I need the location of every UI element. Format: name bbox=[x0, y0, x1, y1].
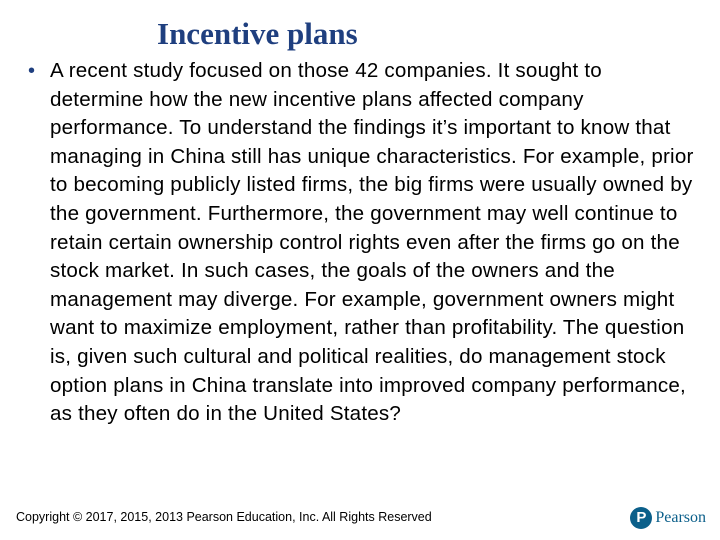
copyright-notice: Copyright © 2017, 2015, 2013 Pearson Education, Inc. All Rights Reserved bbox=[16, 510, 432, 524]
bullet-text: A recent study focused on those 42 companies. It sought to determine how the new incentive plans affected company performance. To understand the findings it’s important to know that managing in China still has unique characteristics. For example, prior to becoming publicly listed firms, the big firms were usually owned by the government. Furthermore, the government may well continue to retain certain ownership control rights even after the firms go on the stock market. In such cases, the goals of the owners and the management may diverge. For example, government owners might want to maximize employment, rather than profitability. The question is, given such cultural and political realities, do management stock option plans in China translate into improved company performance, as they often do in the United States? bbox=[50, 59, 694, 426]
pearson-logo bbox=[630, 506, 706, 530]
pearson-wordmark: Pearson bbox=[655, 509, 706, 526]
slide-body bbox=[28, 57, 700, 429]
bullet-marker: • bbox=[28, 60, 36, 82]
bullet-item bbox=[28, 57, 700, 429]
slide-title: Incentive plans bbox=[157, 16, 358, 51]
pearson-logo-icon: P bbox=[630, 507, 652, 529]
